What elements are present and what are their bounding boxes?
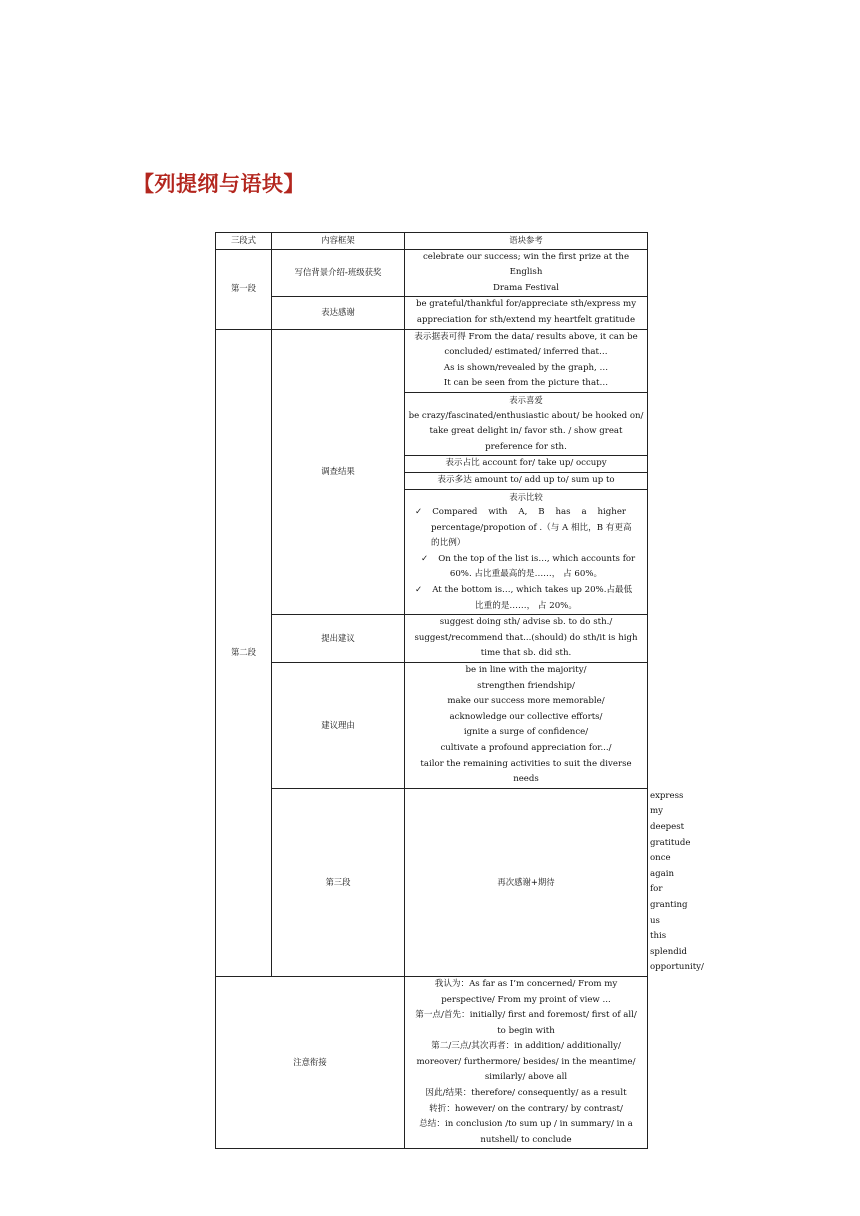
- ref-proportion: 表示占比 account for/ take up/ occupy: [405, 456, 648, 473]
- ref-reasons: be in line with the majority/ strengthen friendship/ make our success more memorable/ acknowledge our collective efforts/ ignite a surge of confidence/ cultivate a profound appreciation for.../ tailor the remaining activities to suit the diverse needs: [405, 663, 648, 789]
- section-transitions: 注意衔接: [216, 976, 405, 1149]
- table-row: [216, 249, 648, 297]
- ref-transitions: 我认为：As far as I’m concerned/ From my perspective/ From my proint of view ... 第一点/首先：initially/ first and foremost/ first of all/ to begin with 第二/三点/其次再者：in addition/ additionally/ moreover/ furthermore/ besides/ in the meantime/ similarly/ above all 因此/结果：therefore/ consequently/ as a result 转折：however/ on the contrary/ by contrast/ 总结：in conclusion /to sum up / in summary/ in a nutshell/ to conclude: [405, 976, 648, 1149]
- check-icon: ✓: [415, 585, 423, 596]
- header-phrase-reference: 语块参考: [405, 233, 648, 250]
- frame-background: 写信背景介绍-班级获奖: [272, 249, 405, 297]
- frame-reasons: 建议理由: [272, 663, 405, 789]
- frame-survey: 调查结果: [272, 329, 405, 615]
- check-icon: ✓: [415, 507, 423, 518]
- ref-amount: 表示多达 amount to/ add up to/ sum up to: [405, 472, 648, 489]
- table-row: [216, 976, 648, 1149]
- section-heading: 【列提纲与语块】: [133, 172, 305, 196]
- frame-suggestion: 提出建议: [272, 615, 405, 663]
- ref-suggestion: suggest doing sth/ advise sb. to do sth./ suggest/recommend that...(should) do sth/it is high time that sb. did sth.: [405, 615, 648, 663]
- frame-thanks: 表达感谢: [272, 297, 405, 329]
- ref-data: 表示据表可得 From the data/ results above, it can be concluded/ estimated/ inferred that… As is shown/revealed by the graph, … It can be seen from the picture that…: [405, 329, 648, 392]
- outline-table: [215, 232, 704, 1149]
- table-row: [216, 297, 648, 329]
- header-content-frame: 内容框架: [272, 233, 405, 250]
- table-row: [216, 329, 648, 392]
- ref-compare: 表示比较 ✓ Compared with A, B has a higher percentage/propotion of .（与 A 相比，B 有更高 的比例） ✓ On the top of the list is…, which accounts for 60%. 占比重最高的是……， 占 60%。 ✓ At the bottom is…, which takes up 20%.占最低 比重的是……， 占 20%。: [405, 489, 648, 615]
- section-paragraph-1: 第一段: [216, 249, 272, 329]
- ref-background: celebrate our success; win the first prize at the English Drama Festival: [405, 249, 648, 297]
- table-row: [216, 663, 648, 789]
- table-row: 第三段 再次感谢+期待 express my deepest gratitude once again for granting us this splendid opportunity/: [216, 788, 648, 976]
- table-row: [216, 615, 648, 663]
- ref-thanks: be grateful/thankful for/appreciate sth/express my appreciation for sth/extend my heartfelt gratitude: [405, 297, 648, 329]
- table-header-row: [216, 233, 648, 250]
- section-paragraph-3: 第三段: [272, 788, 405, 976]
- compare-item-1: ✓ Compared with A, B has a higher: [415, 507, 627, 518]
- compare-item-3: ✓ At the bottom is…, which takes up 20%.占最低: [415, 585, 633, 596]
- ref-love: 表示喜爱 be crazy/fascinated/enthusiastic about/ be hooked on/ take great delight in/ favor sth. / show great preference for sth.: [405, 392, 648, 455]
- section-paragraph-2: 第二段: [216, 329, 272, 976]
- header-three-paragraphs: 三段式: [216, 233, 272, 250]
- check-icon: ✓: [421, 553, 429, 564]
- compare-item-2: ✓ On the top of the list is…, which accounts for: [421, 553, 636, 564]
- frame-thanks-again: 再次感谢+期待: [405, 788, 648, 976]
